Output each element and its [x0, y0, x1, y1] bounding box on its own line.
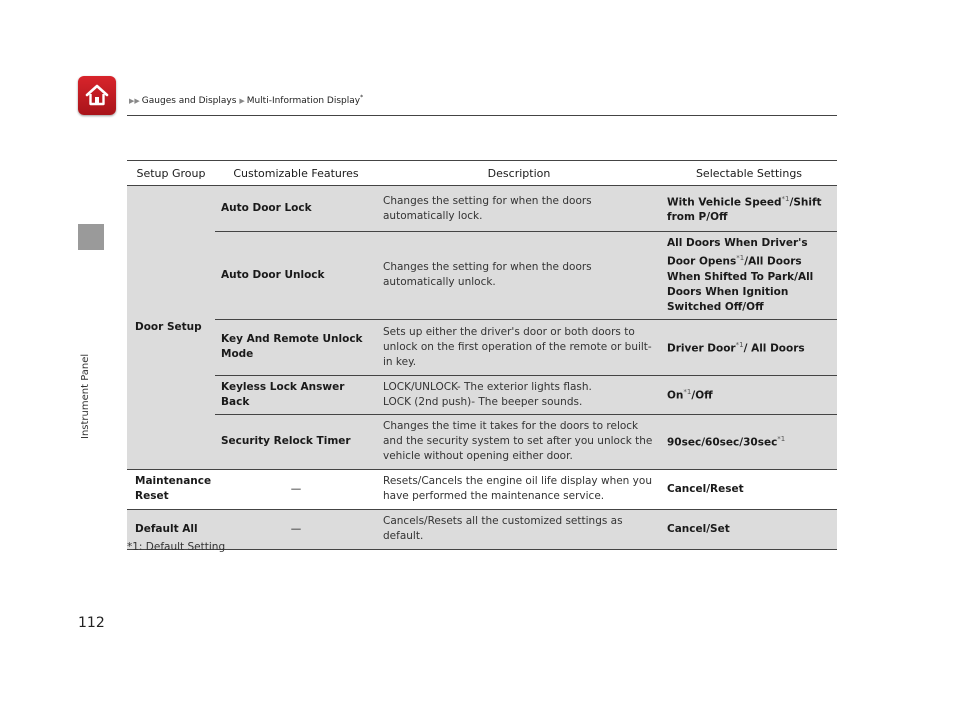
home-icon — [84, 82, 110, 108]
table-row — [127, 186, 837, 232]
setup-group-default: Default All — [127, 509, 215, 549]
feature-description: Changes the setting for when the doors automatically lock. — [377, 186, 661, 232]
feature-description: Resets/Cancels the engine oil life display when you have performed the maintenance service. — [377, 469, 661, 509]
header-rule — [127, 115, 837, 116]
feature-name: Keyless Lock Answer Back — [215, 375, 377, 414]
feature-settings: All Doors When Driver's Door Opens$^{*1}$/All Doors When Shifted To Park/All Doors When Ignition Switched Off/Off — [661, 232, 837, 320]
footnote: *1: Default Setting — [127, 541, 226, 553]
breadcrumb-arrow-icon: ▶ — [239, 97, 245, 105]
header-features: Customizable Features — [215, 161, 377, 186]
feature-name: Auto Door Unlock — [215, 232, 377, 320]
settings-table — [127, 160, 837, 550]
breadcrumb-mark: * — [360, 94, 364, 101]
feature-description: LOCK/UNLOCK- The exterior lights flash. LOCK (2nd push)- The beeper sounds. — [377, 375, 661, 414]
feature-settings: $90\sec/60\sec/30\sec^{*1}$ — [661, 414, 837, 469]
feature-settings: Cancel/Reset — [661, 469, 837, 509]
table-row — [127, 319, 837, 375]
header-settings: Selectable Settings — [661, 161, 837, 186]
feature-name: Auto Door Lock — [215, 186, 377, 232]
feature-name: Security Relock Timer — [215, 414, 377, 469]
feature-description: Sets up either the driver's door or both doors to unlock on the first operation of the remote or built-in key. — [377, 319, 661, 375]
table-row — [127, 509, 837, 549]
section-tab-marker — [78, 224, 104, 250]
breadcrumb-link-gauges[interactable]: Gauges and Displays — [141, 96, 237, 106]
feature-settings: On$^{*1}$/Off — [661, 375, 837, 414]
breadcrumb — [129, 94, 363, 106]
feature-description: Changes the time it takes for the doors to relock and the security system to set after you unlock the vehicle without opening either door. — [377, 414, 661, 469]
feature-settings: With Vehicle Speed$^{*1}$/Shift from P/Off — [661, 186, 837, 232]
feature-description: Changes the setting for when the doors automatically unlock. — [377, 232, 661, 320]
setup-group-maintenance: Maintenance Reset — [127, 469, 215, 509]
side-section-label: Instrument Panel — [80, 353, 91, 439]
table-row — [127, 375, 837, 414]
feature-name: Key And Remote Unlock Mode — [215, 319, 377, 375]
header-description: Description — [377, 161, 661, 186]
breadcrumb-current: Multi-Information Display — [246, 96, 361, 106]
breadcrumb-arrow-icon: ▶▶ — [129, 97, 140, 105]
feature-name: — — [215, 469, 377, 509]
table-row — [127, 232, 837, 320]
page-number: 112 — [78, 615, 105, 631]
feature-name: — — [215, 509, 377, 549]
header-setup-group: Setup Group — [127, 161, 215, 186]
setup-group-door: Door Setup — [127, 186, 215, 470]
table-header-row — [127, 161, 837, 186]
feature-settings: Driver Door$^{*1}$/ All Doors — [661, 319, 837, 375]
table-row — [127, 469, 837, 509]
table-row — [127, 414, 837, 469]
feature-description: Cancels/Resets all the customized settings as default. — [377, 509, 661, 549]
feature-settings: Cancel/Set — [661, 509, 837, 549]
home-button[interactable] — [78, 76, 116, 115]
